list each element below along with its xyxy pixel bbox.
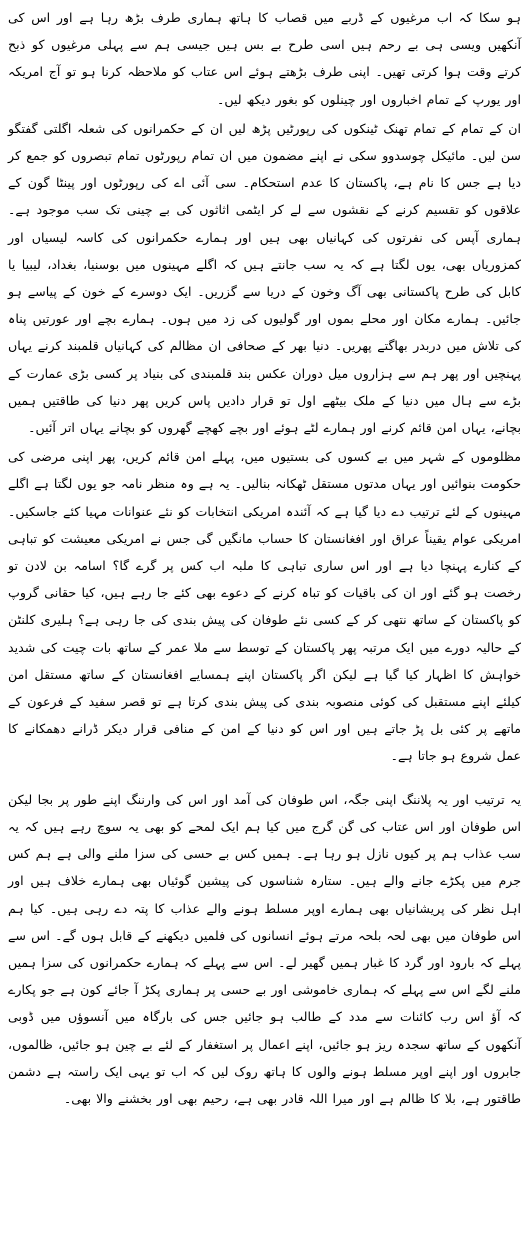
article-paragraph-4: یہ ترتیب اور یہ پلاننگ اپنی جگہ، اس طوفان کی آمد اور اس کی وارننگ اپنے طور پر بجا لیکن اس طوفان اور اس عتاب کی گن گرج میں کیا ہم ایک لمحے کو بھی یہ سوچ رہے ہیں کہ یہ سب عذاب ہم پر کیوں نازل ہو رہا ہے۔ ہمیں کس بے حسی کی سزا ملنے والی ہے ہم کس جرم میں پکڑے جانے والے ہیں۔ ستارہ شناسوں کی پیشین گوئیاں بھی ہمارے خلاف ہیں اور اہل نظر کی پریشانیاں بھی ہمارے اوپر مسلط ہونے والے عذاب کا پتہ دے رہی ہیں۔ کیا ہم اس طوفان میں بھی لحہ بلحہ مرتے ہوئے انسانوں کی فلمیں دیکھنے کے قابل ہوں گے۔ اس سے پہلے کہ بارود اور گرد کا غبار ہمیں گھیر لے۔ اس سے پہلے کہ ہمارے حکمرانوں کی سزا ہمیں ملنے لگے اس سے پہلے کہ ہماری خاموشی اور بے حسی پر ہماری پکڑ آ جائے کون ہے جو پکارے کہ آؤ اس رب کائنات سے مدد کے طالب ہو جائیں جس کی بارگاہ میں آنسوؤں میں ڈوبی آنکھوں کے ساتھ سجدہ ریز ہو جائیں، اپنے اعمال پر استغفار کے لئے بے چین ہو جائیں، ظالموں، جابروں اور اپنے اوپر مسلط ہونے والوں کا ہاتھ روک لیں کہ اب تو یہی ایک راستہ ہے دشمن طاقتور ہے، بلا کا ظالم ہے اور میرا اللہ قادر بھی ہے، رحیم بھی اور بخشنے والا بھی۔ — [8, 791, 521, 1106]
article-paragraph-1: ہو سکا کہ اب مرغیوں کے ڈربے میں قصاب کا ہاتھ ہماری طرف بڑھ رہا ہے اور اس کی آنکھیں ویسی ہی بے رحم ہیں اسی طرح بے بس ہیں جیسی ہم سے پہلی مرغیوں کو ذبح کرتے وقت ہوا کرتی تھیں۔ اپنی طرف بڑھتے ہوئے اس عتاب کو ملاحظہ کرنا ہو تو آج امریکہ اور یورپ کے تمام اخباروں اور چینلوں کو بغور دیکھ لیں۔ — [8, 10, 521, 107]
article-paragraph-3: مظلوموں کے شہر میں بے کسوں کی بستیوں میں، پہلے امن قائم کریں، پھر اپنی مرضی کی حکومت بنوائیں اور یہاں مدتوں مستقل ٹھکانہ بنالیں۔ یہ ہے وہ منظر نامہ جو یوں لگتا ہے اگلے مہینوں کے لئے ترتیب دے دیا گیا ہے کہ آئندہ امریکی انتخابات کو نئے عنوانات مہیا کئے جاسکیں۔ امریکی عوام یقیناً عراق اور افغانستان کا حساب مانگیں گی جس نے امریکی معیشت کو تباہی کے کنارے پہنچا دیا ہے اور اس ساری تباہی کا ملبہ اب کس پر گرے گا؟ اسامہ بن لادن تو رخصت ہو گئے اور ان کی باقیات کو تباہ کرنے کے دعوے بھی کئے جا رہے ہیں، کیا حقانی گروپ کو پاکستان کے ساتھ نتھی کر کے کسی نئے طوفان کی پیش بندی کی جا رہی ہے؟ ہلیری کلنٹن کے حالیہ دورے میں ایک مرتبہ پھر پاکستان کے توسط سے ملا عمر کے ساتھ بات چیت کی شدید خواہش کا اظہار کیا گیا ہے لیکن اگر پاکستان اپنے ہمسایے افغانستان کے ساتھ مستقل امن کیلئے اپنے مستقبل کی کوئی منصوبہ بندی کی پیش بندی کرتا ہے تو قصر سفید کے فرعون کے ماتھے پر کئی بل پڑ جاتے ہیں اور اس کو دنیا کے امن کے منافی قرار دیکر ڈرانے دھمکانے کا عمل شروع ہو جاتا ہے۔ — [8, 449, 521, 764]
article-paragraph-2: ان کے تمام کے تمام تھنک ٹینکوں کی رپورٹیں پڑھ لیں ان کے حکمرانوں کی شعلہ اگلتی گفتگو سن لیں۔ مائیکل چوسدوو سکی نے اپنے مضمون میں ان تمام رپورٹوں تمام تبصروں کو جمع کر دیا ہے جس کا نام ہے، پاکستان کا عدم استحکام۔ سی آئی اے کی رپورٹوں اور پینٹا گون کے علاقوں کو تقسیم کرنے کے نقشوں سے لے کر ایٹمی اثاثوں کی بے چینی تک سب موجود ہے۔ ہماری آپس کی نفرتوں کی کہانیاں بھی ہیں اور ہمارے حکمرانوں کی کاسہ لیسیاں اور کمزوریاں بھی، یوں لگتا ہے کہ یہ سب جانتے ہیں کہ اگلے مہینوں میں بوسنیا، بغداد، لیبیا یا کابل کی طرح پاکستانی بھی آگ وخون کے دریا سے گزریں۔ ایک دوسرے کے خون کے پیاسے ہو جائیں۔ ہمارے مکان اور محلے بموں اور گولیوں کی زد میں ہوں۔ ہمارے بچے اور عورتیں پناہ کی تلاش میں دربدر بھاگتے پھریں۔ دنیا بھر کے صحافی ان مظالم کی کہانیاں قلمبند کرنے یہاں پہنچیں اور پھر ہم سے ہزاروں میل دوران عکس بند قلمبندی کی بنیاد پر کسی بڑی عمارت کے بڑے سے ہال میں دنیا کے ملک بیٹھے اول تو قرار دادیں پاس کریں پھر دنیا کی طاقتیں ہمیں بچانے، یہاں امن قائم کرنے اور ہمارے لٹے ہوئے اور بچے کھچے گھروں کو بچانے یہاں اتر آئیں۔ — [8, 120, 521, 436]
